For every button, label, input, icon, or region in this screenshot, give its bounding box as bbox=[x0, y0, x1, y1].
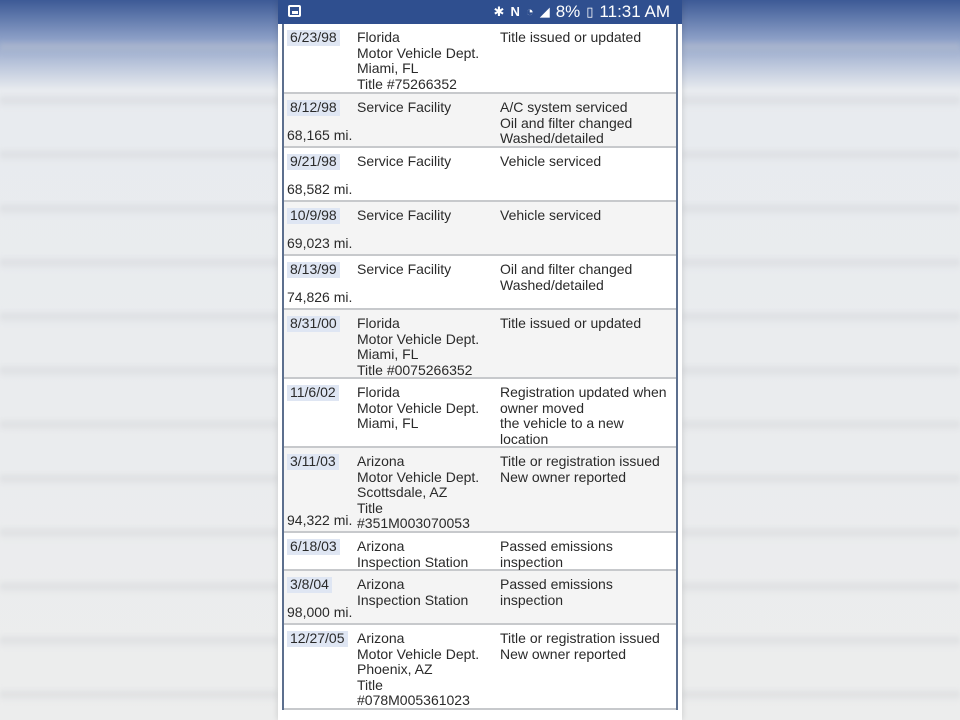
source-line: Title bbox=[357, 499, 383, 516]
record-date[interactable]: 12/27/05 bbox=[287, 631, 348, 647]
source-cell bbox=[357, 571, 500, 623]
detail-line: location bbox=[500, 430, 549, 447]
details-cell bbox=[500, 256, 676, 308]
background-blur-right bbox=[682, 0, 960, 720]
history-row bbox=[284, 533, 676, 571]
history-row bbox=[284, 571, 676, 625]
date-cell bbox=[284, 533, 357, 569]
gallery-icon bbox=[288, 5, 301, 17]
history-row bbox=[284, 379, 676, 448]
record-mileage: 74,826 mi. bbox=[287, 289, 353, 306]
date-cell bbox=[284, 379, 357, 446]
details-cell bbox=[500, 571, 676, 623]
detail-line: Title or registration issued bbox=[500, 630, 660, 646]
detail-line: Oil and filter changed bbox=[500, 261, 633, 277]
date-cell bbox=[284, 625, 357, 708]
details-cell bbox=[500, 24, 676, 92]
detail-line: Registration updated when bbox=[500, 384, 667, 400]
source-line: Title #75266352 bbox=[357, 75, 457, 92]
bluetooth-icon: ✱ bbox=[493, 4, 505, 19]
source-line: Motor Vehicle Dept. bbox=[357, 44, 480, 61]
source-cell bbox=[357, 202, 500, 254]
history-row bbox=[284, 256, 676, 310]
details-cell bbox=[500, 379, 676, 446]
details-cell bbox=[500, 148, 676, 200]
source-line: Florida bbox=[357, 29, 400, 45]
detail-line: inspection bbox=[500, 553, 564, 570]
vehicle-history-table bbox=[282, 24, 678, 710]
source-line: Service Facility bbox=[357, 261, 452, 277]
detail-line: owner moved bbox=[500, 399, 585, 416]
history-row bbox=[284, 310, 676, 379]
record-date[interactable]: 6/23/98 bbox=[287, 30, 340, 46]
record-date[interactable]: 8/12/98 bbox=[287, 100, 340, 116]
record-date[interactable]: 11/6/02 bbox=[287, 385, 339, 401]
source-line: Arizona bbox=[357, 630, 405, 646]
date-cell bbox=[284, 310, 357, 377]
source-cell bbox=[357, 94, 500, 146]
source-line: Arizona bbox=[357, 453, 405, 469]
source-line: Miami, FL bbox=[357, 60, 419, 77]
source-line: Service Facility bbox=[357, 99, 452, 115]
source-line: Inspection Station bbox=[357, 591, 469, 608]
history-row bbox=[284, 94, 676, 148]
battery-icon: ▯ bbox=[586, 4, 594, 19]
record-mileage: 69,023 mi. bbox=[287, 235, 353, 252]
status-icons bbox=[494, 2, 670, 22]
source-line: Miami, FL bbox=[357, 346, 419, 363]
background-blur-left bbox=[0, 0, 278, 720]
date-cell bbox=[284, 448, 357, 531]
detail-line: Passed emissions bbox=[500, 538, 613, 554]
detail-line: Title issued or updated bbox=[500, 29, 642, 45]
record-mileage: 68,165 mi. bbox=[287, 127, 353, 144]
details-cell bbox=[500, 310, 676, 377]
date-cell bbox=[284, 94, 357, 146]
source-line: #351M003070053 bbox=[357, 515, 470, 532]
detail-line: Passed emissions bbox=[500, 576, 613, 592]
source-line: Florida bbox=[357, 384, 400, 400]
source-line: Motor Vehicle Dept. bbox=[357, 399, 480, 416]
source-cell bbox=[357, 24, 500, 92]
detail-line: inspection bbox=[500, 591, 564, 608]
record-date[interactable]: 9/21/98 bbox=[287, 154, 340, 170]
source-line: Phoenix, AZ bbox=[357, 661, 433, 678]
battery-percent: 8% bbox=[555, 2, 581, 21]
source-line: Title #0075266352 bbox=[357, 361, 473, 378]
source-line: Motor Vehicle Dept. bbox=[357, 645, 480, 662]
source-line: Arizona bbox=[357, 576, 405, 592]
source-line: Motor Vehicle Dept. bbox=[357, 468, 480, 485]
detail-line: the vehicle to a new bbox=[500, 415, 624, 432]
source-line: Service Facility bbox=[357, 207, 452, 223]
source-line: #078M005361023 bbox=[357, 692, 470, 709]
detail-line: Oil and filter changed bbox=[500, 114, 633, 131]
detail-line: Washed/detailed bbox=[500, 276, 604, 293]
details-cell bbox=[500, 94, 676, 146]
details-cell bbox=[500, 533, 676, 569]
record-date[interactable]: 3/11/03 bbox=[287, 454, 339, 470]
record-date[interactable]: 10/9/98 bbox=[287, 208, 340, 224]
clock: 11:31 AM bbox=[599, 2, 670, 21]
source-cell bbox=[357, 379, 500, 446]
record-date[interactable]: 6/18/03 bbox=[287, 539, 340, 555]
source-line: Miami, FL bbox=[357, 415, 419, 432]
date-cell bbox=[284, 148, 357, 200]
detail-line: Vehicle serviced bbox=[500, 153, 602, 169]
signal-icon: ◢ bbox=[539, 4, 550, 19]
record-date[interactable]: 8/31/00 bbox=[287, 316, 340, 332]
source-line: Arizona bbox=[357, 538, 405, 554]
phone-screen bbox=[278, 0, 682, 720]
history-row bbox=[284, 202, 676, 256]
details-cell bbox=[500, 625, 676, 708]
detail-line: Washed/detailed bbox=[500, 130, 604, 147]
source-cell bbox=[357, 448, 500, 531]
detail-line: Title or registration issued bbox=[500, 453, 660, 469]
status-bar bbox=[278, 0, 682, 24]
date-cell bbox=[284, 571, 357, 623]
source-line: Inspection Station bbox=[357, 553, 469, 570]
source-cell bbox=[357, 256, 500, 308]
history-row bbox=[284, 148, 676, 202]
record-mileage: 68,582 mi. bbox=[287, 181, 353, 198]
history-row bbox=[284, 24, 676, 94]
source-cell bbox=[357, 625, 500, 708]
detail-line: New owner reported bbox=[500, 645, 627, 662]
source-line: Title bbox=[357, 676, 383, 693]
detail-line: Title issued or updated bbox=[500, 315, 642, 331]
record-mileage: 98,000 mi. bbox=[287, 604, 353, 621]
source-line: Florida bbox=[357, 315, 400, 331]
nfc-icon: N bbox=[510, 4, 520, 19]
source-line: Scottsdale, AZ bbox=[357, 484, 448, 501]
detail-line: Vehicle serviced bbox=[500, 207, 602, 223]
source-cell bbox=[357, 148, 500, 200]
detail-line: New owner reported bbox=[500, 468, 627, 485]
source-cell bbox=[357, 310, 500, 377]
date-cell bbox=[284, 24, 357, 92]
date-cell bbox=[284, 256, 357, 308]
source-line: Service Facility bbox=[357, 153, 452, 169]
record-mileage: 94,322 mi. bbox=[287, 512, 353, 529]
history-row bbox=[284, 625, 676, 710]
detail-line: A/C system serviced bbox=[500, 99, 628, 115]
wifi-icon: ◔ bbox=[525, 4, 534, 19]
source-line: Motor Vehicle Dept. bbox=[357, 330, 480, 347]
record-date[interactable]: 3/8/04 bbox=[287, 577, 332, 593]
record-date[interactable]: 8/13/99 bbox=[287, 262, 340, 278]
source-cell bbox=[357, 533, 500, 569]
details-cell bbox=[500, 202, 676, 254]
history-row bbox=[284, 448, 676, 533]
details-cell bbox=[500, 448, 676, 531]
date-cell bbox=[284, 202, 357, 254]
